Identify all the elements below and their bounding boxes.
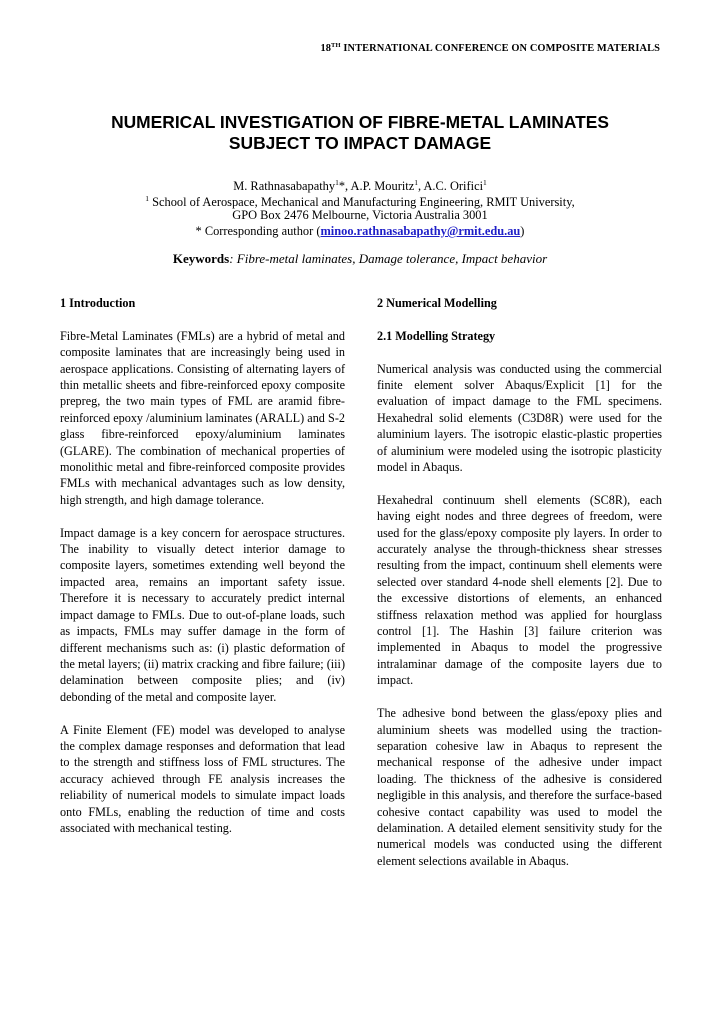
conference-ordinal: 18	[320, 43, 332, 54]
corresponding-suffix: )	[520, 224, 525, 238]
keywords	[60, 251, 660, 267]
author-2: *, A.P. Mouritz	[338, 179, 415, 193]
intro-paragraph-3: A Finite Element (FE) model was developed to analyse the complex damage responses and deformation that lead to the strength and stiffness loss of FML structures. The accuracy achieved through FE analysis increases the reliability of numerical models to simulate impact loads onto FMLs, enabling the reduction of time and costs associated with mechanical testing.	[60, 722, 345, 835]
author-1-affil-mark: 1	[335, 178, 339, 187]
title-line-2: SUBJECT TO IMPACT DAMAGE	[228, 133, 492, 153]
left-column	[60, 295, 345, 836]
intro-paragraph-1: Fibre-Metal Laminates (FMLs) are a hybrid of metal and composite laminates that are increasingly being used in aerospace applications. Consisting of alternating layers of thin metallic sheets and fibre-reinforced epoxy composite prepreg, the two main types of FML are aramid fibre-reinforced epoxy /aluminium laminates (ARALL) and S-2 glass fibre-reinforced epoxy/aluminium laminates (GLARE). The combination of mechanical properties of monolithic metal and fibre-reinforced composite provides FMLs with mechanical advantages such as low density, high strength, and high damage tolerance.	[60, 328, 345, 507]
modelling-paragraph-1: Numerical analysis was conducted using the commercial finite element solver Abaqus/Explicit [1] for the evaluation of impact damage to the FML specimens. Hexahedral solid elements (C3D8R) were used for the aluminium layers. The isotropic elastic-plastic properties of aluminium were modeled using the isotropic plasticity model in Abaqus.	[377, 361, 662, 475]
subsection-heading-modelling-strategy: 2.1 Modelling Strategy	[377, 328, 496, 343]
corresponding-prefix: * Corresponding author (	[195, 224, 321, 238]
section-heading-numerical-modelling: 2 Numerical Modelling	[377, 296, 497, 310]
affiliation-text: School of Aerospace, Mechanical and Manufacturing Engineering, RMIT University,	[149, 195, 575, 209]
section-heading-introduction: 1 Introduction	[60, 296, 136, 310]
author-1: M. Rathnasabapathy	[233, 179, 336, 193]
corresponding-author	[60, 223, 660, 240]
affiliation-line-2: GPO Box 2476 Melbourne, Victoria Australia 3001	[232, 208, 488, 222]
keywords-label: Keywords	[172, 251, 230, 266]
keywords-text: Fibre-metal laminates, Damage tolerance, Impact behavior	[233, 251, 548, 266]
title-line-1: NUMERICAL INVESTIGATION OF FIBRE-METAL LAMINATES	[111, 112, 609, 132]
running-header	[0, 42, 720, 54]
conference-name: INTERNATIONAL CONFERENCE ON COMPOSITE MATERIALS	[340, 43, 660, 54]
modelling-paragraph-2: Hexahedral continuum shell elements (SC8R), each having eight nodes and three degrees of freedom, were used for the glass/epoxy composite ply layers. In order to accurately analyse the through-thickness shear stresses resulting from the impact, continuum shell elements were selected over standard 4-node shell elements [2]. Due to the excessive distortions of elements, an enhanced stiffness relaxation method was applied for hourglass control [1]. The Hashin [3] failure criterion was implemented in Abaqus to model the progressive intralaminar damage of the composite layers due to impact.	[377, 492, 662, 688]
paper-title	[40, 112, 680, 154]
keywords-colon: :	[229, 251, 234, 266]
ordinal-suffix: TH	[331, 42, 341, 49]
author-3-affil-mark: 1	[483, 178, 487, 187]
intro-paragraph-2: Impact damage is a key concern for aerospace structures. The inability to visually detect interior damage to composite layers, sometimes extending well beyond the impacted area, remains an important safety issue. Therefore it is necessary to accurately predict internal impact damage to FMLs. Due to out-of-plane loads, such as impacts, FMLs may suffer damage in the form of different mechanisms such as: (i) plastic deformation of the metal layers; (ii) matrix cracking and fibre failure; (iii) delamination between composite plies; and (iv) debonding of the metal and composite layer.	[60, 525, 345, 704]
author-3: , A.C. Orifici	[417, 179, 484, 193]
author-2-affil-mark: 1	[414, 178, 418, 187]
modelling-paragraph-3: The adhesive bond between the glass/epoxy plies and aluminium sheets was modelled using the traction-separation cohesive law in Abaqus to represent the mechanical response of the adhesive under impact loading. The thickness of the adhesive is considered negligible in this analysis, and therefore the surface-based cohesive contact capability was used to model the delamination. A detailed element sensitivity study for the numerical models was conducted using the different element selections available in Abaqus.	[377, 706, 662, 868]
email-link[interactable]: minoo.rathnasabapathy@rmit.edu.au	[320, 224, 521, 238]
right-column	[377, 295, 662, 869]
affiliation-mark: 1	[145, 194, 150, 203]
